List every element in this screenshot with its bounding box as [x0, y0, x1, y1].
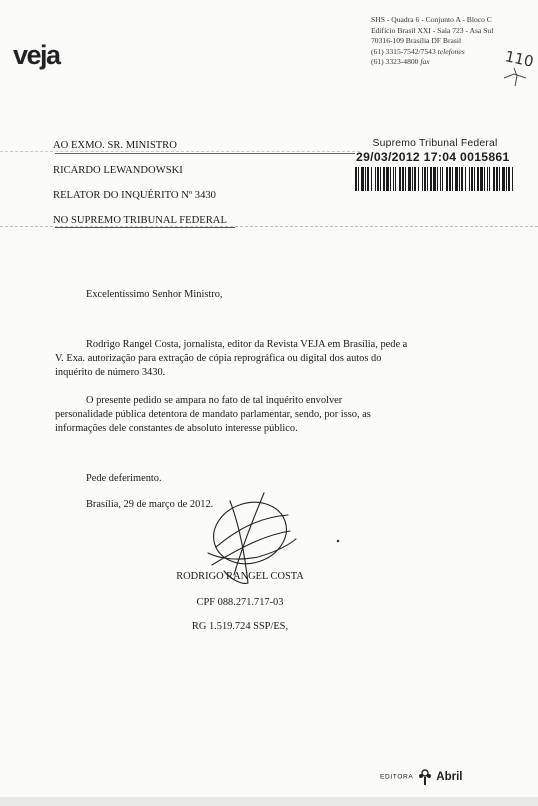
signer-name: RODRIGO RANGEL COSTA: [176, 571, 304, 582]
paragraph-line: personalidade pública detentora de mandato parlamentar, sendo, por isso, as: [55, 409, 371, 420]
phone-number: (61) 3315-7542/7543: [371, 46, 436, 56]
address-block: [371, 15, 493, 68]
publisher-logo: [380, 768, 463, 786]
recipient-line: RICARDO LEWANDOWSKI: [53, 165, 183, 176]
paragraph-line: V. Exa. autorização para extração de cópia reprográfica ou digital dos autos do: [55, 353, 382, 364]
publisher-name: Abril: [436, 771, 463, 783]
phone-line: [371, 47, 493, 58]
abril-tree-icon: [418, 768, 432, 786]
address-line: SHS - Quadra 6 - Conjunto A - Bloco C: [371, 15, 492, 24]
protocol-stamp: [356, 138, 514, 164]
fax-label: fax: [420, 57, 430, 67]
paragraph-line: Rodrigo Rangel Costa, jornalista, editor da Revista VEJA em Brasília, pede a: [86, 339, 408, 350]
recipient-line: NO SUPREMO TRIBUNAL FEDERAL: [53, 215, 227, 226]
handwritten-signature: [190, 487, 350, 602]
scan-edge: [0, 797, 538, 806]
barcode-icon: [355, 167, 515, 191]
paragraph-line: inquérito de número 3430.: [55, 367, 166, 378]
place-date: Brasília, 29 de março de 2012.: [86, 499, 214, 510]
stamp-organization: Supremo Tribunal Federal: [372, 138, 498, 149]
publisher-prefix: EDITORA: [380, 773, 414, 781]
paragraph-line: informações dele constantes de absoluto interesse público.: [55, 423, 298, 434]
phone-label: telefones: [437, 46, 465, 56]
address-line: Edifício Brasil XXI - Sala 723 - Asa Sul: [371, 25, 494, 35]
salutation: Excelentíssimo Senhor Ministro,: [86, 289, 223, 300]
folio-number: 110: [503, 47, 536, 71]
signer-cpf: CPF 088.271.717-03: [196, 597, 284, 608]
veja-logo: veja: [13, 40, 60, 70]
fax-number: (61) 3323-4800: [371, 57, 419, 67]
folio-mark-icon: [500, 66, 530, 88]
paragraph-line: O presente pedido se ampara no fato de tal inquérito envolver: [86, 395, 343, 406]
signer-rg: RG 1.519.724 SSP/ES,: [191, 621, 289, 632]
address-line: 70316-109 Brasília DF Brasil: [371, 36, 462, 46]
stamp-datetime: 29/03/2012 17:04 0015861: [356, 150, 510, 164]
closing: Pede deferimento.: [86, 473, 162, 484]
recipient-block: [53, 139, 227, 239]
recipient-line: AO EXMO. SR. MINISTRO: [53, 140, 177, 151]
recipient-line: RELATOR DO INQUÉRITO Nº 3430: [53, 190, 216, 201]
fax-line: [371, 57, 493, 68]
